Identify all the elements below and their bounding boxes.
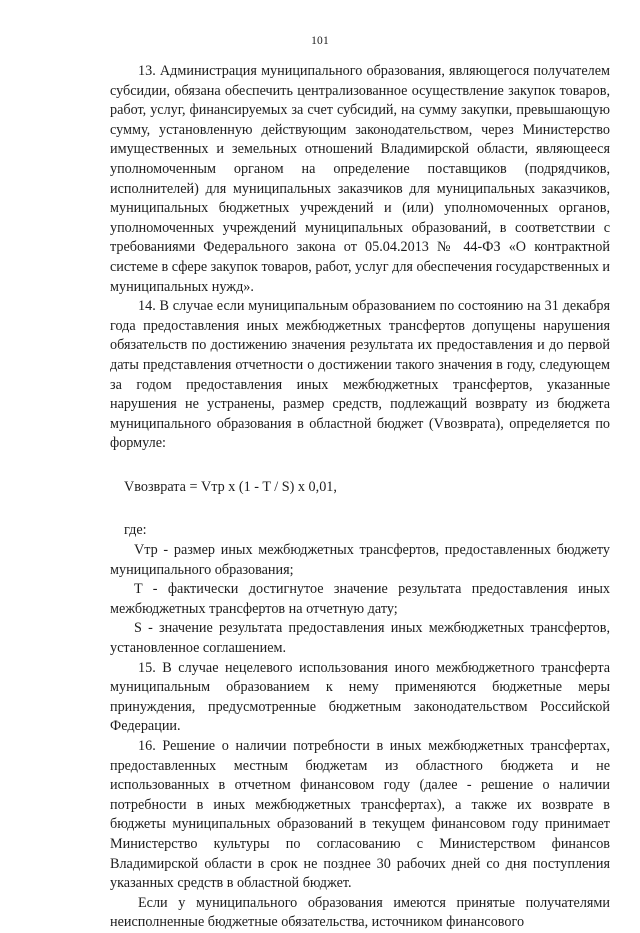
paragraph-16: 16. Решение о наличии потребности в иных межбюджетных трансфертах, предоставленных местным бюджетам из областного бюджета и не использованных в отчетном финансовом году (далее - решение о наличии потребности в иных межбюджетных трансфертах), а также их возврате в бюджеты муниципальных образований в текущем финансовом году принимает Министерство культуры по согласованию с Министерством финансов Владимирской области в срок не позднее 30 рабочих дней со дня поступления указанных средств в областной бюджет. xyxy=(110,738,610,892)
paragraph-13: 13. Администрация муниципального образования, являющегося получателем субсидии, обязана обеспечить централизованное осуществление закупок товаров, работ, услуг, финансируемых за счет субсидий, на сумму закупки, превышающую сумму, установленную действующим законодательством, через Министерство имущественных и земельных отношений Владимирской области, являющееся уполномоченным органом на определение поставщиков (подрядчиков, исполнителей) для муниципальных заказчиков для муниципальных заказчиков, муниципальных бюджетных учреждений и (или) уполномоченных органов, уполномоченных учреждений муниципальных образований, в соответствии с требованиями Федерального закона от 05.04.2013 № 44-ФЗ «О контрактной системе в сфере закупок товаров, работ, услуг для обеспечения государственных и муниципальных нужд». xyxy=(110,63,610,295)
definition-vtr: Vтр - размер иных межбюджетных трансфертов, предоставленных бюджету муниципального образования; xyxy=(110,542,610,578)
page-number: 101 xyxy=(311,35,329,47)
formula: Vвозврата = Vтр x (1 - T / S) x 0,01, xyxy=(124,478,337,495)
document-body xyxy=(110,62,610,933)
definition-t: T - фактически достигнутое значение результата предоставления иных межбюджетных трансфертов на отчетную дату; xyxy=(110,581,610,617)
paragraph-15: 15. В случае нецелевого использования иного межбюджетного трансферта муниципальным образованием к нему применяются бюджетные меры принуждения, предусмотренные бюджетным законодательством Российской Федерации. xyxy=(110,659,610,735)
definition-s: S - значение результата предоставления иных межбюджетных трансфертов, установленное соглашением. xyxy=(110,620,610,657)
paragraph-17: Если у муниципального образования имеются принятые получателями неисполненные бюджетные обязательства, источником финансового xyxy=(110,894,610,931)
formula-where-label: где: xyxy=(124,522,147,539)
paragraph-14: 14. В случае если муниципальным образованием по состоянию на 31 декабря года предоставления иных межбюджетных трансфертов допущены нарушения обязательств по достижению значения результата их предоставления и до первой даты представления отчетности о достижении такого значения в году, следующем за годом предоставления иных межбюджетных трансфертов, указанные нарушения не устранены, размер средств, подлежащий возврату из бюджета муниципального образования в областной бюджет (Vвозврата), определяется по формуле: xyxy=(110,298,610,452)
